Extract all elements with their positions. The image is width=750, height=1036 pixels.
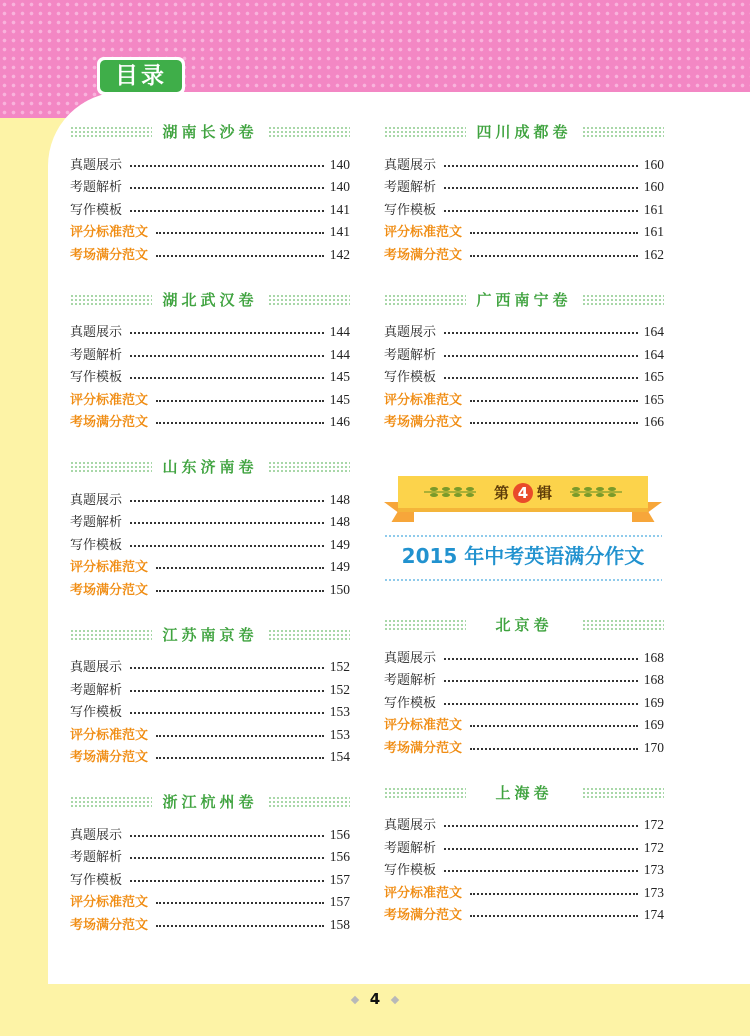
entry-page-number: 149 [329,536,350,552]
entry-page-number: 157 [329,894,350,909]
page-number: 4 [369,990,381,1008]
toc-entry[interactable] [70,385,350,408]
entry-page-number: 156 [329,849,350,864]
entry-label: 评分标准范文 [384,885,463,901]
entry-page-number: 144 [329,346,350,362]
toc-section [384,121,664,263]
entry-label: 真题展示 [384,818,437,833]
entry-page-number: 168 [643,649,664,665]
leader-dots [156,757,324,759]
entry-label: 写作模板 [70,202,123,218]
leader-dots [444,680,638,682]
toc-entry[interactable] [384,711,664,734]
entry-label: 评分标准范文 [70,392,149,408]
leader-dots [130,835,324,837]
banner-number: 4 [513,483,533,503]
section-name: 广西南宁卷 [476,290,572,309]
leader-dots [130,355,324,357]
entry-label: 评分标准范文 [70,560,149,575]
toc-entry[interactable] [70,820,350,843]
entry-label: 评分标准范文 [384,718,463,733]
toc-entry[interactable] [70,408,350,431]
toc-entry[interactable] [70,530,350,553]
leader-dots [156,902,324,904]
entry-page-number: 168 [643,672,664,687]
left-column [70,121,350,959]
entry-page-number: 146 [329,414,350,429]
leader-dots [444,825,638,827]
entry-label: 写作模板 [384,695,437,711]
toc-entry[interactable] [70,720,350,743]
section-name: 湖北武汉卷 [162,290,258,309]
heading-dots-right [582,126,664,138]
toc-entry[interactable] [70,910,350,933]
entry-label: 考题解析 [384,347,437,363]
toc-entry[interactable] [70,888,350,911]
entry-label: 真题展示 [70,492,123,508]
toc-entry[interactable] [70,218,350,241]
leader-dots [130,712,324,714]
leader-dots [130,165,324,167]
entry-label: 考场满分范文 [384,740,463,756]
toc-entry[interactable] [384,643,664,666]
entry-label: 考题解析 [70,850,123,865]
entry-label: 真题展示 [70,157,123,173]
entry-label: 写作模板 [70,705,123,720]
entry-page-number: 170 [643,739,664,755]
leader-dots [156,567,324,569]
toc-entry[interactable] [384,688,664,711]
heading-dots-left [384,619,466,631]
entry-label: 考场满分范文 [384,247,463,263]
toc-section [70,624,350,766]
entry-page-number: 152 [329,681,350,697]
entry-label: 写作模板 [384,202,437,218]
entry-label: 真题展示 [70,325,123,340]
right-column-bottom [384,614,664,949]
entry-label: 评分标准范文 [384,225,463,240]
leader-dots [444,210,638,212]
entry-label: 考题解析 [384,840,437,856]
entry-label: 写作模板 [70,872,123,888]
banner-label [384,482,662,503]
entry-page-number: 173 [643,884,664,900]
banner-suffix: 辑 [537,484,553,502]
toc-section [384,614,664,756]
toc-entry[interactable] [384,363,664,386]
heading-dots-left [384,787,466,799]
banner-prefix: 第 [493,484,509,502]
entry-page-number: 156 [329,826,350,842]
toc-entry[interactable] [384,833,664,856]
entry-page-number: 164 [643,346,664,362]
toc-entry[interactable] [384,340,664,363]
entry-page-number: 158 [329,916,350,932]
entry-label: 考场满分范文 [70,415,149,430]
leader-dots [156,422,324,424]
toc-entry[interactable] [384,408,664,431]
leader-dots [156,925,324,927]
entry-page-number: 172 [643,839,664,855]
series-title: 2015 年中考英语满分作文 [401,544,645,568]
entry-label: 考题解析 [384,180,437,195]
entry-page-number: 169 [643,694,664,710]
toc-entry[interactable] [70,508,350,531]
leader-dots [130,857,324,859]
toc-entry[interactable] [384,173,664,196]
toc-entry[interactable] [384,856,664,879]
toc-section [384,782,664,924]
leader-dots [444,658,638,660]
entry-label: 考场满分范文 [384,908,463,923]
section-heading [384,289,664,311]
entry-page-number: 148 [329,514,350,529]
entry-page-number: 157 [329,871,350,887]
entry-page-number: 148 [329,491,350,507]
toc-entry[interactable] [70,150,350,173]
leader-dots [156,590,324,592]
section-heading [70,624,350,646]
right-column-top [384,121,664,456]
heading-dots-left [70,461,152,473]
entry-label: 写作模板 [384,863,437,878]
section-heading [384,121,664,143]
entry-page-number: 165 [643,369,664,384]
entry-page-number: 152 [329,659,350,674]
entry-page-number: 174 [643,907,664,922]
entry-page-number: 165 [643,391,664,407]
heading-dots-left [384,294,466,306]
entry-page-number: 161 [643,224,664,239]
toc-title-tab [97,57,185,95]
heading-dots-left [70,629,152,641]
toc-entry[interactable] [70,698,350,721]
entry-label: 真题展示 [384,650,437,666]
toc-entry[interactable] [70,340,350,363]
toc-entry[interactable] [384,218,664,241]
section-heading [70,289,350,311]
section-heading [384,782,664,804]
entry-page-number: 160 [643,179,664,194]
leader-dots [470,915,638,917]
toc-entry[interactable] [70,575,350,598]
toc-entry[interactable] [70,653,350,676]
heading-dots-right [268,796,350,808]
entry-page-number: 169 [643,717,664,732]
entry-page-number: 162 [643,246,664,262]
entry-label: 评分标准范文 [70,225,149,240]
entry-label: 真题展示 [70,827,123,843]
series-title-dots-bottom [384,578,662,582]
leader-dots [130,880,324,882]
heading-dots-right [268,461,350,473]
page-footer [0,984,750,1014]
toc-section [384,289,664,431]
toc-section [70,791,350,933]
heading-dots-right [268,294,350,306]
heading-dots-left [70,126,152,138]
leader-dots [470,232,638,234]
toc-entry[interactable] [70,865,350,888]
leader-dots [444,187,638,189]
leader-dots [470,422,638,424]
entry-label: 写作模板 [384,370,437,385]
toc-entry[interactable] [70,173,350,196]
entry-label: 评分标准范文 [70,895,149,910]
toc-entry[interactable] [384,811,664,834]
entry-label: 真题展示 [70,660,123,675]
entry-label: 写作模板 [70,537,123,553]
entry-page-number: 142 [329,246,350,262]
entry-label: 考题解析 [70,515,123,530]
entry-page-number: 154 [329,749,350,764]
entry-label: 真题展示 [384,157,437,173]
leader-dots [130,377,324,379]
entry-page-number: 150 [329,581,350,597]
entry-page-number: 140 [329,156,350,172]
leader-dots [156,400,324,402]
entry-page-number: 149 [329,559,350,574]
entry-page-number: 144 [329,324,350,339]
leader-dots [130,210,324,212]
toc-entry[interactable] [70,743,350,766]
entry-label: 真题展示 [384,325,437,340]
leader-dots [444,332,638,334]
entry-label: 考场满分范文 [70,247,149,263]
leader-dots [444,848,638,850]
entry-page-number: 161 [643,201,664,217]
leader-dots [444,165,638,167]
entry-label: 考题解析 [70,347,123,363]
entry-page-number: 160 [643,156,664,172]
leader-dots [444,870,638,872]
toc-entry[interactable] [70,553,350,576]
section-name: 山东济南卷 [162,458,258,476]
leader-dots [130,500,324,502]
diamond-right-icon [391,995,399,1003]
toc-entry[interactable] [70,195,350,218]
entry-page-number: 140 [329,179,350,194]
section-heading [70,791,350,813]
entry-label: 评分标准范文 [384,392,463,408]
heading-dots-left [70,294,152,306]
heading-dots-right [582,619,664,631]
toc-entry[interactable] [384,240,664,263]
leader-dots [444,355,638,357]
toc-entry[interactable] [70,363,350,386]
heading-dots-right [268,126,350,138]
toc-entry[interactable] [70,240,350,263]
leader-dots [130,522,324,524]
entry-label: 考场满分范文 [384,415,463,430]
section-name: 浙江杭州卷 [162,793,258,811]
entry-label: 写作模板 [70,370,123,385]
entry-label: 考场满分范文 [70,917,149,933]
heading-dots-right [582,787,664,799]
toc-entry[interactable] [384,195,664,218]
section-name: 四川成都卷 [476,123,572,141]
section-heading [70,456,350,478]
leader-dots [130,667,324,669]
toc-section [70,289,350,431]
heading-dots-right [268,629,350,641]
toc-entry[interactable] [384,666,664,689]
entry-label: 考题解析 [384,673,437,688]
section-heading [384,614,664,636]
entry-page-number: 172 [643,817,664,832]
section-name: 湖南长沙卷 [162,123,258,141]
leader-dots [470,748,638,750]
leader-dots [130,690,324,692]
toc-entry[interactable] [70,485,350,508]
entry-label: 考题解析 [70,180,123,195]
entry-page-number: 153 [329,726,350,742]
toc-entry[interactable] [384,318,664,341]
section-name: 北京卷 [495,616,553,634]
leader-dots [470,893,638,895]
toc-entry[interactable] [70,675,350,698]
toc-entry[interactable] [384,901,664,924]
diamond-left-icon [351,995,359,1003]
leader-dots [130,332,324,334]
toc-section [70,121,350,263]
heading-dots-left [70,796,152,808]
leader-dots [470,400,638,402]
entry-page-number: 164 [643,324,664,339]
heading-dots-left [384,126,466,138]
toc-entry[interactable] [70,318,350,341]
leader-dots [470,255,638,257]
entry-page-number: 141 [329,224,350,239]
leader-dots [444,377,638,379]
leader-dots [130,545,324,547]
toc-entry[interactable] [70,843,350,866]
section-name: 江苏南京卷 [162,625,258,644]
leader-dots [130,187,324,189]
leader-dots [156,232,324,234]
entry-page-number: 173 [643,862,664,877]
entry-label: 考场满分范文 [70,750,149,765]
entry-page-number: 145 [329,391,350,407]
entry-label: 评分标准范文 [70,727,149,743]
leader-dots [156,255,324,257]
leader-dots [470,725,638,727]
section-name: 上海卷 [495,783,553,802]
leader-dots [444,703,638,705]
entry-label: 考场满分范文 [70,582,149,598]
entry-page-number: 166 [643,414,664,429]
section-heading [70,121,350,143]
toc-entry[interactable] [384,385,664,408]
entry-label: 考题解析 [70,682,123,698]
heading-dots-right [582,294,664,306]
leader-dots [156,735,324,737]
toc-title: 目录 [100,60,182,92]
toc-entry[interactable] [384,878,664,901]
volume-banner [384,476,662,522]
entry-page-number: 141 [329,201,350,217]
toc-entry[interactable] [384,150,664,173]
entry-page-number: 153 [329,704,350,719]
toc-section [70,456,350,598]
toc-entry[interactable] [384,733,664,756]
entry-page-number: 145 [329,369,350,384]
